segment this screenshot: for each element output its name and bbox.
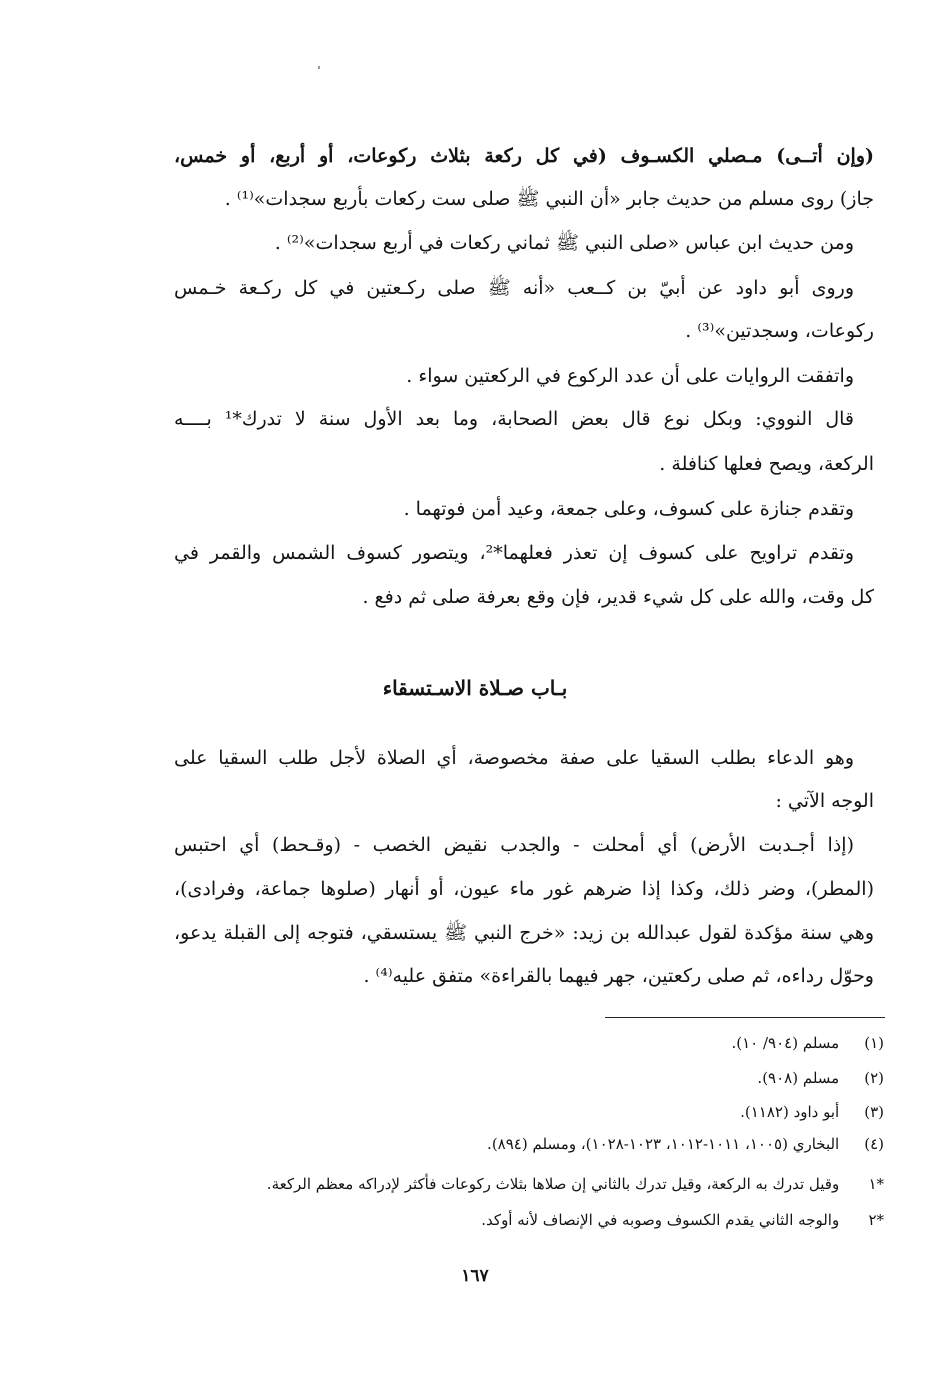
text-line: قال النووي: وبكل نوع قال بعض الصحابة، وما بعد الأول سنة لا تدرك*¹ بــــه — [174, 408, 854, 430]
footnote-text: مسلم (٩٠٤/ ١٠). — [731, 1034, 840, 1052]
footnote-text: وقيل تدرك به الركعة، وقيل تدرك بالثاني إن صلاها بثلاث ركوعات فأكثر لإدراكه معظم الركعة. — [266, 1175, 840, 1193]
text-line: وهي سنة مؤكدة لقول عبدالله بن زيد: «خرج النبي ﷺ يستسقي، فتوجه إلى القبلة يدعو، — [174, 922, 874, 944]
page-number: ١٦٧ — [461, 1266, 489, 1286]
text-line: (إذا أجـدبت الأرض) أي أمحلت - والجدب نقيض الخصب - (وقـحط) أي احتبس — [174, 834, 854, 856]
footnote-text: والوجه الثاني يقدم الكسوف وصوبه في الإنصاف لأنه أوكد. — [481, 1211, 840, 1229]
text-line: جاز) روى مسلم من حديث جابر «أن النبي ﷺ صلى ست ركعات بأربع سجدات»⁽¹⁾ . — [224, 188, 874, 210]
footnote-text: البخاري (١٠٠٥، ١٠١١-١٠١٢، ١٠٢٣-١٠٢٨)، ومسلم (٨٩٤). — [487, 1135, 840, 1153]
footnote — [757, 1067, 884, 1089]
text-line: ومن حديث ابن عباس «صلى النبي ﷺ ثماني ركعات في أربع سجدات»⁽²⁾ . — [274, 232, 854, 254]
text-line: وروى أبو داود عن أبيّ بن كــعب «أنه ﷺ صلى ركـعتين في كل ركـعة خـمس — [174, 277, 854, 299]
footnote-number: (٣) — [864, 1103, 884, 1121]
section-heading: بـاب صـلاة الاسـتسقاء — [382, 676, 568, 700]
text-line: وتقدم تراويح على كسوف إن تعذر فعلهما*²، ويتصور كسوف الشمس والقمر في — [174, 542, 855, 564]
footnote-text: أبو داود (١١٨٢). — [740, 1103, 840, 1121]
footnote-number: (٢) — [864, 1069, 884, 1087]
footnote-separator — [605, 1017, 885, 1018]
text-line: (وإن أتــى) مـصلي الكسـوف (في كل ركعة بثلاث ركوعات، أو أربع، أو خمس، — [174, 145, 874, 167]
text-line: وحوّل رداءه، ثم صلى ركعتين، جهر فيهما بالقراءة» متفق عليه⁽⁴⁾ . — [363, 965, 874, 987]
text-line: وتقدم جنازة على كسوف، وعلى جمعة، وعيد أمن فوتهما . — [403, 498, 854, 520]
text-line: واتفقت الروايات على أن عدد الركوع في الركعتين سواء . — [406, 365, 854, 387]
footnote-number: *٢ — [868, 1211, 884, 1229]
text-line: كل وقت، والله على كل شيء قدير، فإن وقع بعرفة صلى ثم دفع . — [362, 586, 874, 608]
footnote — [740, 1101, 884, 1123]
text-line: ركوعات، وسجدتين»⁽³⁾ . — [685, 320, 874, 342]
text-line: الوجه الآتي : — [775, 790, 874, 812]
text-line: (المطر)، وضر ذلك، وكذا إذا ضرهم غور ماء عيون، أو أنهار (صلوها جماعة، وفرادى)، — [174, 878, 874, 900]
text-line: وهو الدعاء بطلب السقيا على صفة مخصوصة، أي الصلاة لأجل طلب السقيا على — [174, 747, 854, 769]
footnote-number: (١) — [864, 1034, 884, 1052]
footnote — [731, 1032, 884, 1054]
footnote — [481, 1209, 884, 1231]
footnote-number: *١ — [868, 1175, 884, 1193]
footnote-text: مسلم (٩٠٨). — [757, 1069, 840, 1087]
scan-speck — [318, 66, 320, 69]
footnote-number: (٤) — [864, 1135, 884, 1153]
footnote — [267, 1173, 884, 1195]
footnote — [487, 1133, 884, 1155]
text-line: الركعة، ويصح فعلها كنافلة . — [659, 453, 874, 475]
